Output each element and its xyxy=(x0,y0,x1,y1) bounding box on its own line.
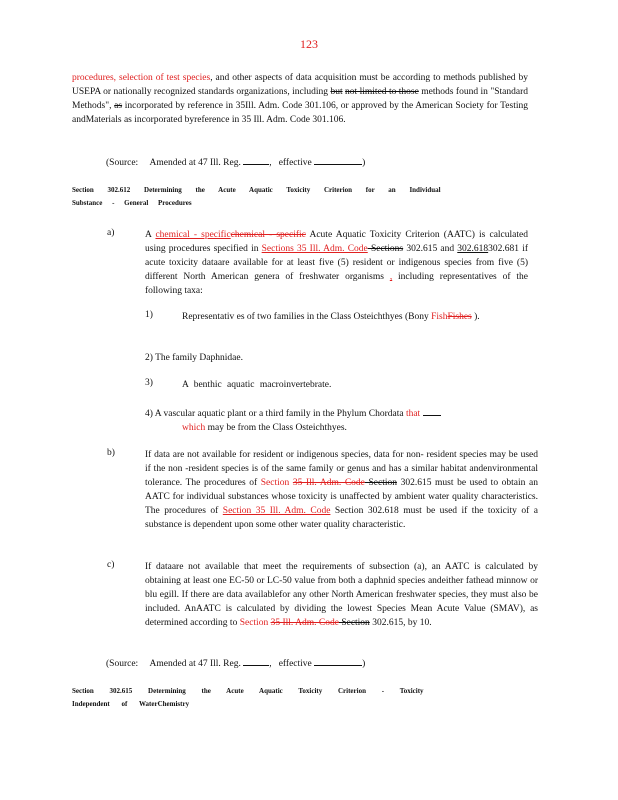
subitem-label: 3) xyxy=(145,378,153,388)
subitem-label: 1) xyxy=(145,310,153,320)
text-run: 302.615, by 10. xyxy=(369,618,432,628)
source-amended: Amended at 47 Ill. Reg. xyxy=(149,659,241,669)
subitem-2-text: 2) The family Daphnidae. xyxy=(145,353,243,363)
deleted-text: Section xyxy=(338,618,370,628)
inserted-text: Sections 35 Ill. Adm. Code xyxy=(261,244,368,254)
section-heading xyxy=(72,184,512,210)
text-run: may be from the Class Osteichthyes. xyxy=(205,423,347,433)
text-run: , and other aspects of data acquisition must be according to methods published by USEPA or nationally recognized standards organizations, including xyxy=(72,73,529,97)
source-line: (Source: Amended at 47 Ill. Reg. , effective ) xyxy=(106,656,365,669)
source-effective: effective xyxy=(278,659,312,669)
heading-line: Independent of WaterChemistry xyxy=(72,700,190,708)
text-run: A xyxy=(145,230,156,240)
inserted-text: , xyxy=(389,272,393,282)
blank-line xyxy=(243,656,269,666)
blank-line xyxy=(243,155,269,165)
heading-line: Substance - General Procedures xyxy=(72,199,192,207)
blank-line xyxy=(314,656,362,666)
text-run: incorporated by reference in 35Ill. Adm. Code 301.106, or approved by the American Society for Testing andMaterials as incorporated byreference in 35 Ill. Adm. Code 301.106. xyxy=(72,101,528,125)
subitem-3-text: A benthic aquatic macroinvertebrate. xyxy=(182,380,332,390)
deleted-text: Sections xyxy=(367,244,404,254)
section-heading xyxy=(72,685,512,711)
text-run: 302.681 if acute toxicity dataare available for at least five (5) resident or indigenous species from five (5) different North American genera of freshwater organisms xyxy=(145,244,528,282)
red-text: procedures, selection of test species xyxy=(72,73,211,83)
source-effective: effective xyxy=(278,158,312,168)
text-run: If data are not available for resident or indigenous species, data for non- resident species may be used if the non -resident species is of the same family or genus and has a similar habitat andenvironmental tolerance. The procedures of xyxy=(145,450,538,488)
deleted-text: as xyxy=(114,101,123,111)
red-text: Section xyxy=(239,618,271,628)
inserted-text: chemical - specific xyxy=(155,230,231,240)
text-run: ). xyxy=(471,312,480,322)
text-run: 302.615 and xyxy=(403,244,458,254)
item-a-text xyxy=(145,228,528,298)
source-close: ) xyxy=(362,158,366,168)
text-run: Section 302.618 must be used if the toxicity of a substance is dependent upon some other water quality characteristic. xyxy=(145,506,539,530)
item-label: c) xyxy=(107,560,115,570)
red-text: that xyxy=(405,409,421,419)
item-label: a) xyxy=(107,228,115,238)
item-label: b) xyxy=(107,448,115,458)
heading-line: Section 302.615 Determining the Acute Aquatic Toxicity Criterion - Toxicity xyxy=(72,687,424,695)
inserted-text: 302.618 xyxy=(457,244,489,254)
text-run: Representativ es of two families in the Class Osteichthyes (Bony xyxy=(182,312,432,322)
red-text: Fish xyxy=(431,312,448,322)
deleted-text: Section xyxy=(364,478,397,488)
source-line: (Source: Amended at 47 Ill. Reg. , effective ) xyxy=(106,155,365,168)
inserted-text: Section 35 Ill. Adm. Code xyxy=(222,506,331,516)
red-text: Section xyxy=(260,478,293,488)
text-run: Acute Aquatic Toxicity Criterion (AATC) is calculated using procedures specified in xyxy=(145,230,528,254)
source-close: ) xyxy=(362,659,366,669)
text-run: 302.615 must be used to obtain an AATC for individual substances whose toxicity is unaffected by ambient water quality characteristics. The procedures of xyxy=(145,478,538,516)
source-amended: Amended at 47 Ill. Reg. xyxy=(149,158,241,168)
subitem-1-text xyxy=(182,310,528,324)
paragraph-intro xyxy=(72,71,528,127)
subitem-4-text xyxy=(145,406,528,435)
deleted-text: not limited to those xyxy=(345,87,419,97)
heading-line: Section 302.612 Determining the Acute Aquatic Toxicity Criterion for an Individual xyxy=(72,186,441,194)
source-label: (Source: xyxy=(106,158,139,168)
deleted-text: 35 Ill. Adm. Code xyxy=(292,478,365,488)
text-run: including representatives of the following taxa: xyxy=(145,272,528,296)
item-b-text xyxy=(145,448,538,532)
page-number: 123 xyxy=(300,37,318,51)
text-run: methods found in "Standard Methods", xyxy=(72,87,528,111)
blank-line xyxy=(314,155,362,165)
deleted-text: but xyxy=(330,87,343,97)
deleted-text: chemical - specific xyxy=(230,230,306,240)
deleted-text: Fishes xyxy=(447,312,472,322)
deleted-text: 35 Ill. Adm. Code xyxy=(270,618,339,628)
source-label: (Source: xyxy=(106,659,139,669)
red-text: which xyxy=(182,423,206,433)
blank-line xyxy=(423,406,441,416)
item-c-text xyxy=(145,560,538,630)
text-run: If dataare not available that meet the requirements of subsection (a), an AATC is calculated by obtaining at least one EC-50 or LC-50 value from both a daphnid species andeither fathead minnow or blu egill. If there are data availablefor any other North American freshwater species, they must also be included. AnAATC is calculated by dividing the lowest Species Mean Acute Value (SMAV), as determined according to xyxy=(145,562,538,628)
text-run: 4) A vascular aquatic plant or a third family in the Phylum Chordata xyxy=(145,409,406,419)
